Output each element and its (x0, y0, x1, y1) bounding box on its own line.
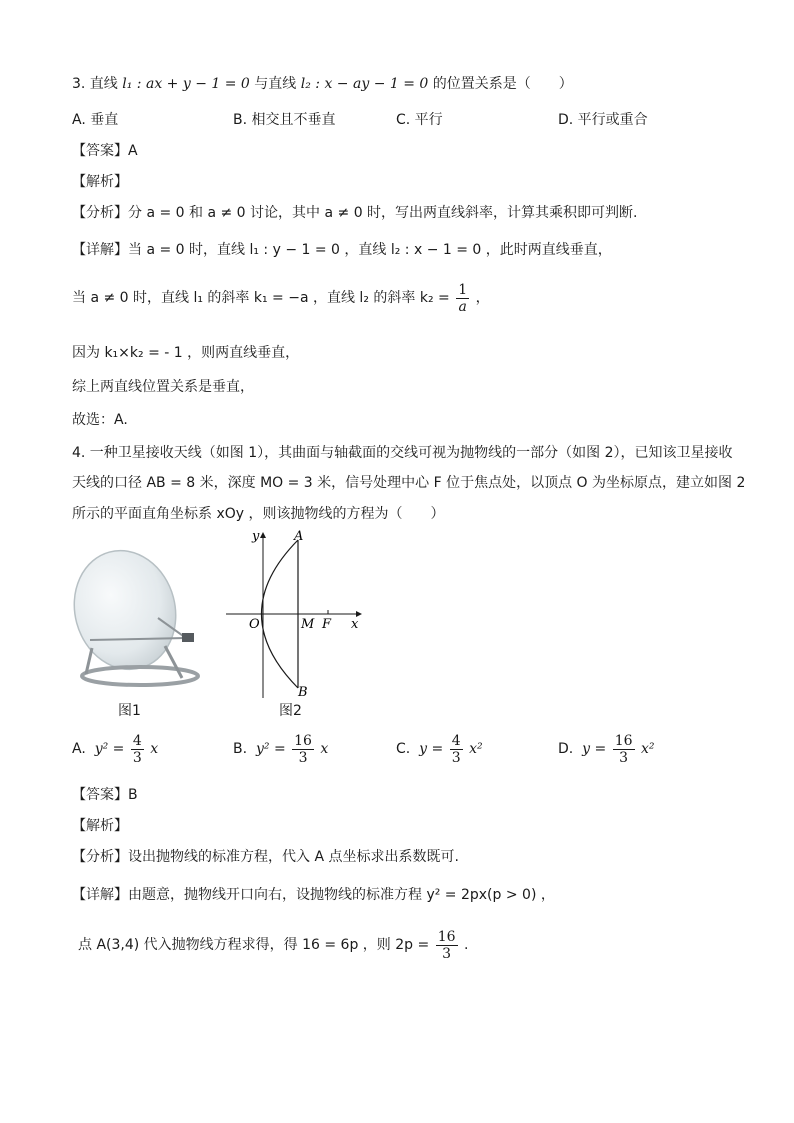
fraction-1-over-a: $\frac{1}{a}$ (458, 281, 468, 315)
q4-xiangjie-1: 【详解】由题意，抛物线开口向右，设抛物线的标准方程 y² = 2px(p > 0) ， (72, 887, 555, 903)
label-f: F (322, 617, 332, 632)
q4-xiangjie-2: 点 A(3,4) 代入抛物线方程求得，得 16 = 6p ，则 2p = $\frac{16}{3}$ . (78, 928, 469, 962)
fraction-16-over-3: $\frac{16}{3}$ (614, 732, 633, 766)
lnb-feed (182, 633, 194, 642)
q4-fenxi: 【分析】设出抛物线的标准方程，代入 A 点坐标求出系数既可. (72, 849, 459, 865)
q3-stem: 3. 直线 l₁ : ax + y − 1 = 0 与直线 l₂ : x − ay − 1 = 0 的位置关系是（ ） (72, 76, 573, 92)
l2-equation: l₂ : x − ay − 1 = 0 (300, 76, 429, 92)
q3-option-c[interactable]: C. 平行 (396, 112, 443, 128)
q4-stem-1: 4. 一种卫星接收天线（如图 1），其曲面与轴截面的交线可视为抛物线的一部分（如图 2），已知该卫星接收 (72, 445, 733, 461)
q4-option-d[interactable]: D. y = $\frac{16}{3}$ x² (558, 732, 655, 766)
q3-option-a[interactable]: A. 垂直 (72, 112, 119, 128)
figure-2-caption: 图2 (279, 703, 302, 719)
label-a: A (294, 529, 304, 544)
label-x: x (351, 617, 359, 632)
label-b: B (298, 685, 308, 700)
label-o: O (249, 617, 260, 632)
q3-answer: 【答案】A (72, 143, 138, 159)
figure-1-caption: 图1 (118, 703, 141, 719)
fraction-4-over-3: $\frac{4}{3}$ (451, 732, 461, 766)
q3-option-d[interactable]: D. 平行或重合 (558, 112, 648, 128)
q3-fenxi: 【分析】分 a = 0 和 a ≠ 0 讨论，其中 a ≠ 0 时，写出两直线斜率，计算其乘积即可判断. (72, 205, 638, 221)
q3-xiangjie-1: 【详解】当 a = 0 时，直线 l₁ : y − 1 = 0 ，直线 l₂ : x − 1 = 0 ，此时两直线垂直， (72, 242, 612, 258)
label-y: y (252, 529, 260, 544)
stand-leg-right (165, 646, 182, 678)
q3-xiangjie-2: 当 a ≠ 0 时，直线 l₁ 的斜率 k₁ = −a ，直线 l₂ 的斜率 k₂ = $\frac{1}{a}$ ， (72, 281, 490, 315)
fraction-16-over-3: $\frac{16}{3}$ (294, 732, 312, 766)
figure-2-parabola-diagram (222, 528, 367, 700)
fraction-4-over-3: $\frac{4}{3}$ (132, 732, 142, 766)
q4-stem-2: 天线的口径 AB = 8 米，深度 MO = 3 米，信号处理中心 F 位于焦点处，以顶点 O 为坐标原点，建立如图 2 (72, 475, 746, 491)
y-axis-arrow (260, 532, 266, 538)
q4-option-c[interactable]: C. y = $\frac{4}{3}$ x² (396, 732, 483, 766)
label-m: M (301, 617, 315, 632)
q4-option-b[interactable]: B. y² = $\frac{16}{3}$ x (233, 732, 329, 766)
q4-stem-3: 所示的平面直角坐标系 xOy ，则该抛物线的方程为（ ） (72, 506, 445, 522)
fraction-16-over-3: $\frac{16}{3}$ (437, 928, 456, 962)
q3-analysis-heading: 【解析】 (72, 174, 128, 190)
q4-option-a[interactable]: A. y² = $\frac{4}{3}$ x (72, 732, 159, 766)
q3-option-b[interactable]: B. 相交且不垂直 (233, 112, 336, 128)
q3-xiangjie-5: 故选：A. (72, 412, 128, 428)
l1-equation: l₁ : ax + y − 1 = 0 (122, 76, 250, 92)
figure-1-satellite-dish (70, 548, 210, 693)
q3-xiangjie-4: 综上两直线位置关系是垂直， (72, 379, 254, 395)
q3-xiangjie-3: 因为 k₁×k₂ = - 1 ，则两直线垂直， (72, 345, 300, 361)
q4-answer: 【答案】B (72, 787, 138, 803)
q4-analysis-heading: 【解析】 (72, 818, 128, 834)
